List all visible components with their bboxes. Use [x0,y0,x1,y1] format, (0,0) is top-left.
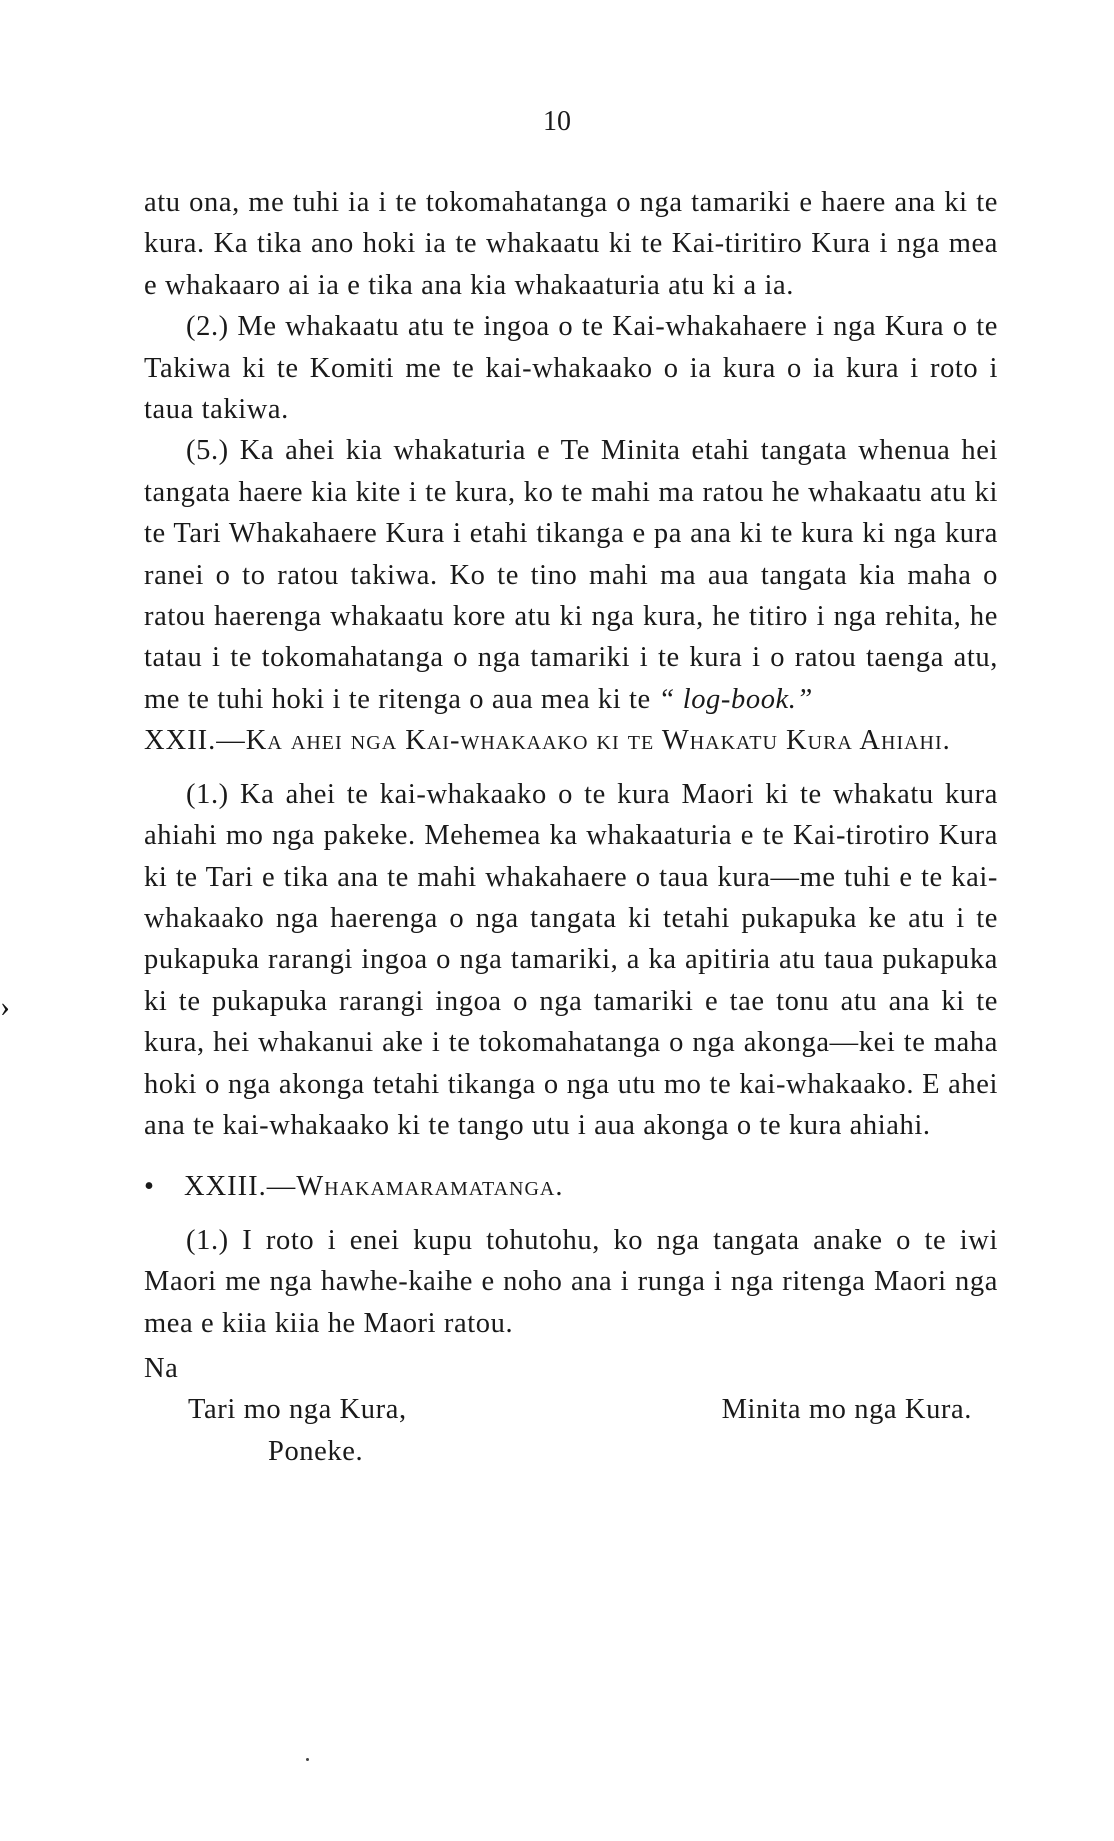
signature-na: Na [144,1352,179,1384]
paragraph-continuation: atu ona, me tuhi ia i te tokomahatanga o nga tamariki e haere ana ki te kura. Ka tika ano hoki ia te whakaatu ki te Kai-tiritiro Kura i nga mea e whakaaro ai ia e tika ana kia whakaaturia atu ki a ia. [144,187,998,301]
clause-5-text: (5.) Ka ahei kia whakaturia e Te Minita etahi tangata whenua hei tangata haere kia kite i te kura, ko te mahi ma ratou he whakaatu atu ki te Tari Whakahaere Kura i etahi tikanga e pa ana ki te kura ki nga kura ranei o to ratou takiwa. Ko te tino mahi ma aua tangata kia maha o ratou haerenga whakaatu kore atu ki nga kura, he titiro i nga rehita, he tatau i te tokomahatanga o nga tamariki i te kura i o ratou taenga atu, me te tuhi hoki i te ritenga o aua mea ki te [144,435,998,715]
section-heading-xxiii-text: XXIII.—Whakamaramatanga. [184,1171,564,1203]
paragraph-xxii-clause-1: (1.) Ka ahei te kai-whakaako o te kura Maori ki te whakatu kura ahiahi mo nga pakeke. Mehemea ka whakaaturia e te Kai-tirotiro Kura ki te Tari e tika ana te mahi whakahaere o taua kura—me tuhi e te kai-whakaako nga haerenga o nga tangata ki tetahi pukapuka ke atu i te pukapuka rarangi ingoa o nga tamariki, a ka apitiria atu taua pukapuka ki te pukapuka rarangi ingoa o nga tamariki e tae tonu atu ana ki te kura, hei whakanui ake i te tokomahatanga o nga akonga—kei te maha hoki o nga akonga tetahi tikanga o nga utu mo te kai-whakaako. E ahei ana te kai-whakaako ki te tango utu i aua akonga o te kura ahiahi. [144,778,998,1141]
margin-arrow-icon: › [0,990,10,1023]
paragraph-clause-5 [144,430,998,720]
section-heading-xxiii [144,1166,998,1207]
log-book-term: “ log-book.” [658,683,813,715]
paragraph-clause-2: (2.) Me whakaatu atu te ingoa o te Kai-whakahaere i nga Kura o te Takiwa ki te Komiti me te kai-whakaako o ia kura o ia kura i roto i taua takiwa. [144,311,998,426]
page-number: 10 [543,106,571,137]
document-body [144,182,998,1472]
signature-right: Minita mo nga Kura. [721,1394,972,1426]
paragraph-xxiii-clause-1: (1.) I roto i enei kupu tohutohu, ko nga tangata anake o te iwi Maori me nga hawhe-kaihe e noho ana i runga i nga ritenga Maori nga mea e kiia kiia he Maori ratou. [144,1224,998,1339]
bullet-mark: • [144,1171,155,1203]
signature-block [144,1389,998,1430]
signature-left-place: Poneke. [268,1435,364,1467]
signature-left: Tari mo nga Kura, [188,1394,407,1426]
ink-speck [306,1758,309,1761]
section-heading-xxii: XXII.—Ka ahei nga Kai-whakaako ki te Whakatu Kura Ahiahi. [144,725,951,757]
